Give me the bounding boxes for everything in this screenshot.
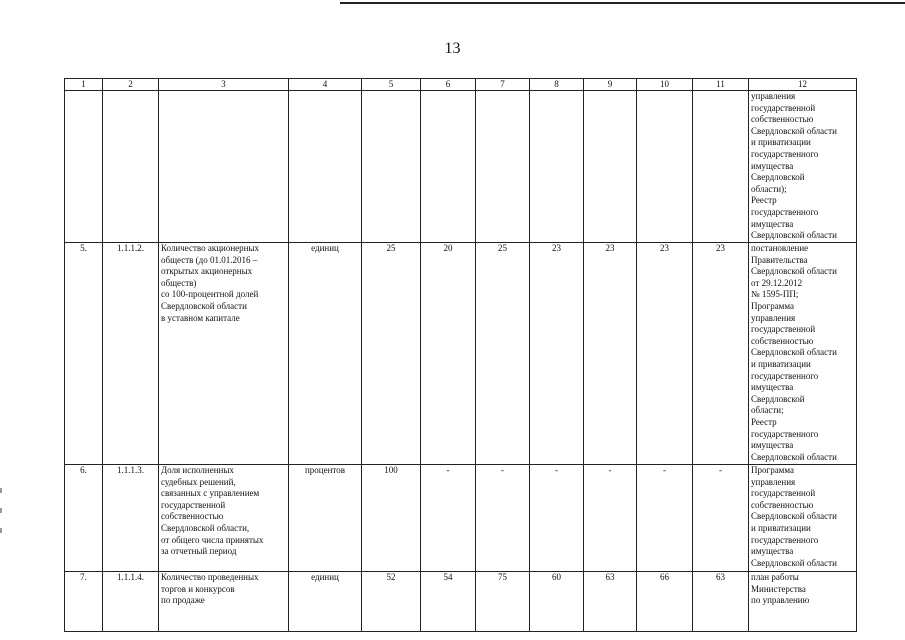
source-cell (749, 91, 857, 243)
column-header: 4 (289, 79, 362, 91)
value-cell: 25 (362, 243, 421, 465)
row-code: 1.1.1.3. (103, 465, 159, 572)
indicator-name-cell (159, 465, 289, 572)
column-header: 7 (476, 79, 530, 91)
indicators-table (64, 78, 857, 632)
value-cell: - (693, 465, 749, 572)
source-cell (749, 465, 857, 572)
top-border-line (340, 2, 905, 4)
value-cell: 100 (362, 465, 421, 572)
indicator-name: Количество акционерных обществ (до 01.01.2016 – открытых акционерных обществ) со 100-процентной долей Свердловской области в уставном капитале (161, 243, 260, 323)
table-row (65, 572, 857, 632)
column-header: 8 (530, 79, 584, 91)
table-row (65, 243, 857, 465)
value-cell: 75 (476, 572, 530, 632)
column-header: 11 (693, 79, 749, 91)
column-header: 3 (159, 79, 289, 91)
value-cell: 23 (637, 243, 693, 465)
value-cell: 54 (421, 572, 476, 632)
source-text: постановление Правительства Свердловской области от 29.12.2012 № 1595-ПП; Программа управления государственной собственностью Свердловской области и приватизации государственного имущества Свердловской области; Реестр государственного имущества Свердловской области (751, 243, 837, 462)
value-cell: - (637, 465, 693, 572)
row-number: 7. (65, 572, 103, 632)
value-cell: - (530, 465, 584, 572)
value-cell: 23 (530, 243, 584, 465)
table-row (65, 465, 857, 572)
page-number: 13 (444, 40, 461, 57)
unit-cell: единиц (289, 243, 362, 465)
column-header: 10 (637, 79, 693, 91)
value-cell: 25 (476, 243, 530, 465)
column-header: 2 (103, 79, 159, 91)
column-header: 5 (362, 79, 421, 91)
margin-mark (0, 508, 2, 513)
row-code: 1.1.1.2. (103, 243, 159, 465)
source-text: план работы Министерства по управлению (751, 572, 810, 606)
row-code: 1.1.1.4. (103, 572, 159, 632)
table-row-continuation (65, 91, 857, 243)
value-cell: - (421, 465, 476, 572)
source-cell (749, 572, 857, 632)
source-text: Программа управления государственной собственностью Свердловской области и приватизации государственного имущества Свердловской области (751, 465, 837, 568)
source-cell (749, 243, 857, 465)
value-cell: - (584, 465, 637, 572)
value-cell: 23 (584, 243, 637, 465)
value-cell: 63 (693, 572, 749, 632)
margin-mark (0, 528, 2, 533)
column-header: 6 (421, 79, 476, 91)
column-header: 1 (65, 79, 103, 91)
unit-cell: единиц (289, 572, 362, 632)
value-cell: 63 (584, 572, 637, 632)
row-number: 5. (65, 243, 103, 465)
row-number: 6. (65, 465, 103, 572)
column-header: 12 (749, 79, 857, 91)
value-cell: 23 (693, 243, 749, 465)
column-header: 9 (584, 79, 637, 91)
indicator-name-cell (159, 243, 289, 465)
table-header-row (65, 79, 857, 91)
indicator-name: Количество проведенных торгов и конкурсов по продаже (161, 572, 259, 606)
indicator-name-cell (159, 572, 289, 632)
indicator-name: Доля исполненных судебных решений, связанных с управлением государственной собственностью Свердловской области, от общего числа принятых за отчетный период (161, 465, 264, 557)
value-cell: 52 (362, 572, 421, 632)
value-cell: - (476, 465, 530, 572)
value-cell: 66 (637, 572, 693, 632)
value-cell: 60 (530, 572, 584, 632)
value-cell: 20 (421, 243, 476, 465)
margin-mark (0, 488, 2, 493)
unit-cell: процентов (289, 465, 362, 572)
source-text: управления государственной собственностью Свердловской области и приватизации государственного имущества Свердловской области); Реестр государственного имущества Свердловской области (751, 91, 837, 241)
